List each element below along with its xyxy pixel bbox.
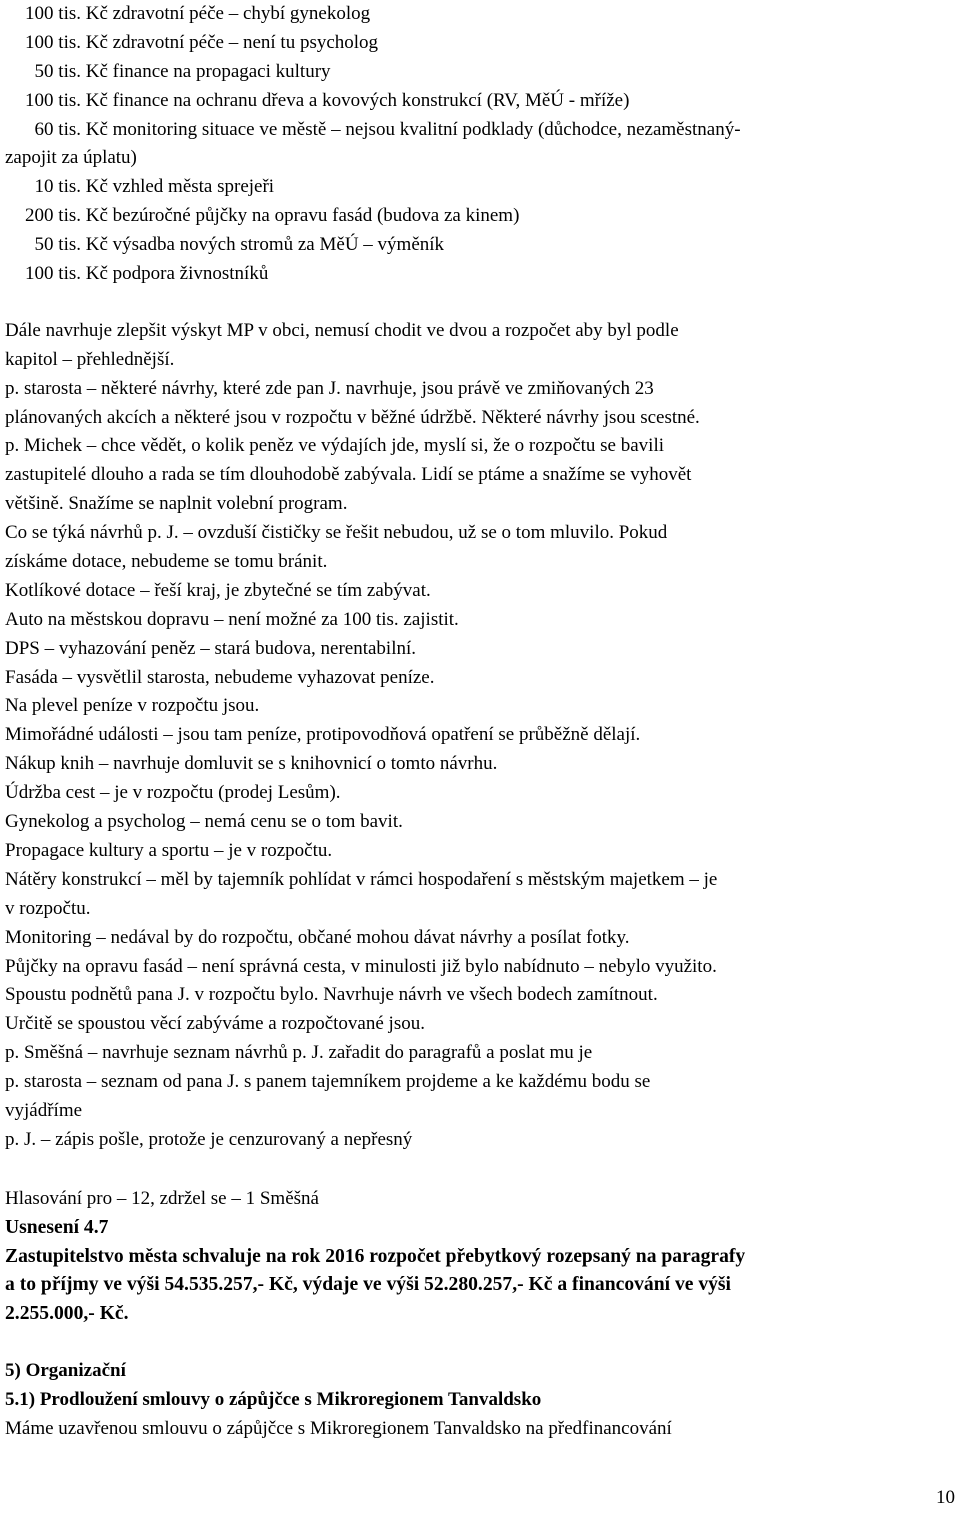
text-line: Fasáda – vysvětlil starosta, nebudeme vyhazovat peníze. [5,666,435,688]
text-line: vyjádříme [5,1099,83,1121]
budget-item [5,173,957,202]
budget-item [5,202,957,231]
budget-item-amount: 100 tis. [25,31,81,53]
text-line: kapitol – přehlednější. [5,348,175,370]
text-line: většině. Snažíme se naplnit volební program. [5,493,348,515]
text-line: Dále navrhuje zlepšit výskyt MP v obci, nemusí chodit ve dvou a rozpočet aby byl podle [5,319,679,341]
budget-item-text: Kč vzhled města sprejeři [85,176,275,198]
budget-item [5,116,957,145]
budget-item-text: Kč monitoring situace ve městě – nejsou kvalitní podklady (důchodce, nezaměstnaný- [85,118,741,140]
budget-item-continuation [5,144,957,173]
text-line: Auto na městskou dopravu – není možné za 100 tis. zajistit. [5,608,459,630]
text-line: plánovaných akcích a některé jsou v rozpočtu v běžné údržbě. Některé návrhy jsou scestné. [5,406,700,428]
spacer [5,289,957,317]
text-line: Kotlíkové dotace – řeší kraj, je zbytečné se tím zabývat. [5,579,431,601]
text-line: Půjčky na opravu fasád – není správná cesta, v minulosti již bylo nabídnuto – nebylo využito. [5,955,717,977]
budget-item-amount: 10 tis. [34,176,81,198]
budget-item-list [5,0,957,289]
document-page [5,0,957,1444]
budget-item-amount: 60 tis. [34,118,81,140]
spacer [5,1329,957,1357]
budget-item-text: Kč zdravotní péče – chybí gynekolog [85,3,371,24]
text-line: DPS – vyhazování peněz – stará budova, nerentabilní. [5,637,417,659]
section-text: Máme uzavřenou smlouvu o zápůjčce s Mikroregionem Tanvaldsko na předfinancování [5,1417,672,1439]
budget-item-text: Kč finance na propagaci kultury [85,60,331,82]
text-line: Mimořádné události – jsou tam peníze, protipovodňová opatření se průběžně dělají. [5,724,641,746]
text-line: získáme dotace, nebudeme se tomu bránit. [5,551,328,573]
budget-item-amount: 50 tis. [34,234,81,256]
text-line: Údržba cest – je v rozpočtu (prodej Lesům). [5,782,341,804]
text-line: v rozpočtu. [5,897,91,919]
budget-item-text: Kč bezúročné půjčky na opravu fasád (budova za kinem) [85,205,520,227]
section-heading: 5) Organizační [5,1360,126,1382]
budget-item-text: Kč výsadba nových stromů za MěÚ – výměník [85,234,445,256]
budget-item-amount: 200 tis. [25,205,81,227]
budget-item-text: Kč finance na ochranu dřeva a kovových konstrukcí (RV, MěÚ - mříže) [85,89,630,111]
text-line: p. starosta – seznam od pana J. s panem tajemníkem projdeme a ke každému bodu se [5,1071,651,1093]
spacer [5,1155,957,1185]
text-line: Propagace kultury a sportu – je v rozpočtu. [5,839,333,861]
budget-item [5,58,957,87]
budget-item [5,87,957,116]
budget-item [5,231,957,260]
budget-item-text: Kč podpora živnostníků [85,263,269,285]
text-line: p. Směšná – navrhuje seznam návrhů p. J. zařadit do paragrafů a poslat mu je [5,1042,593,1064]
resolution-line: a to příjmy ve výši 54.535.257,- Kč, výdaje ve výši 52.280.257,- Kč a financování ve výši [5,1274,732,1296]
text-line: Určitě se spoustou věcí zabýváme a rozpočtované jsou. [5,1013,425,1035]
resolution-title: Usnesení 4.7 [5,1216,109,1238]
text-line: Co se týká návrhů p. J. – ovzduší čističky se řešit nebudou, už se o tom mluvilo. Pokud [5,522,668,544]
text-line: Monitoring – nedával by do rozpočtu, občané mohou dávat návrhy a posílat fotky. [5,926,630,948]
text-line: Nátěry konstrukcí – měl by tajemník pohlídat v rámci hospodaření s městským majetkem – je [5,868,718,890]
text-line: Gynekolog a psycholog – nemá cenu se o tom bavit. [5,811,403,833]
discussion-text [5,317,957,1155]
budget-item-amount: 100 tis. [25,3,81,24]
resolution [5,1214,957,1330]
text-line: p. J. – zápis pošle, protože je cenzurovaný a nepřesný [5,1128,413,1150]
text-line: zastupitelé dlouho a rada se tím dlouhodobě zabývala. Lidí se ptáme a snažíme se vyhovět [5,464,692,486]
budget-item [5,29,957,58]
text-line: Spoustu podnětů pana J. v rozpočtu bylo. Navrhuje návrh ve všech bodech zamítnout. [5,984,658,1006]
budget-item-amount: 100 tis. [25,89,81,111]
section-subheading: 5.1) Prodloužení smlouvy o zápůjčce s Mikroregionem Tanvaldsko [5,1389,542,1411]
text-line: p. starosta – některé návrhy, které zde pan J. navrhuje, jsou právě ve zmiňovaných 23 [5,377,654,399]
text-line: p. Michek – chce vědět, o kolik peněz ve výdajích jde, myslí si, že o rozpočtu se bavili [5,435,664,457]
budget-item-amount: 50 tis. [34,60,81,82]
budget-item-text: zapojit za úplatu) [5,147,137,169]
page-number: 10 [936,1487,955,1508]
text-line: Na plevel peníze v rozpočtu jsou. [5,695,260,717]
resolution-line: Zastupitelstvo města schvaluje na rok 2016 rozpočet přebytkový rozepsaný na paragrafy [5,1245,746,1267]
budget-item [5,260,957,289]
budget-item-text: Kč zdravotní péče – není tu psycholog [85,31,379,53]
budget-item [5,0,957,29]
text-line: Nákup knih – navrhuje domluvit se s knihovnicí o tomto návrhu. [5,753,498,775]
vote-result: Hlasování pro – 12, zdržel se – 1 Směšná [5,1187,319,1209]
budget-item-amount: 100 tis. [25,263,81,285]
resolution-line: 2.255.000,- Kč. [5,1303,129,1325]
